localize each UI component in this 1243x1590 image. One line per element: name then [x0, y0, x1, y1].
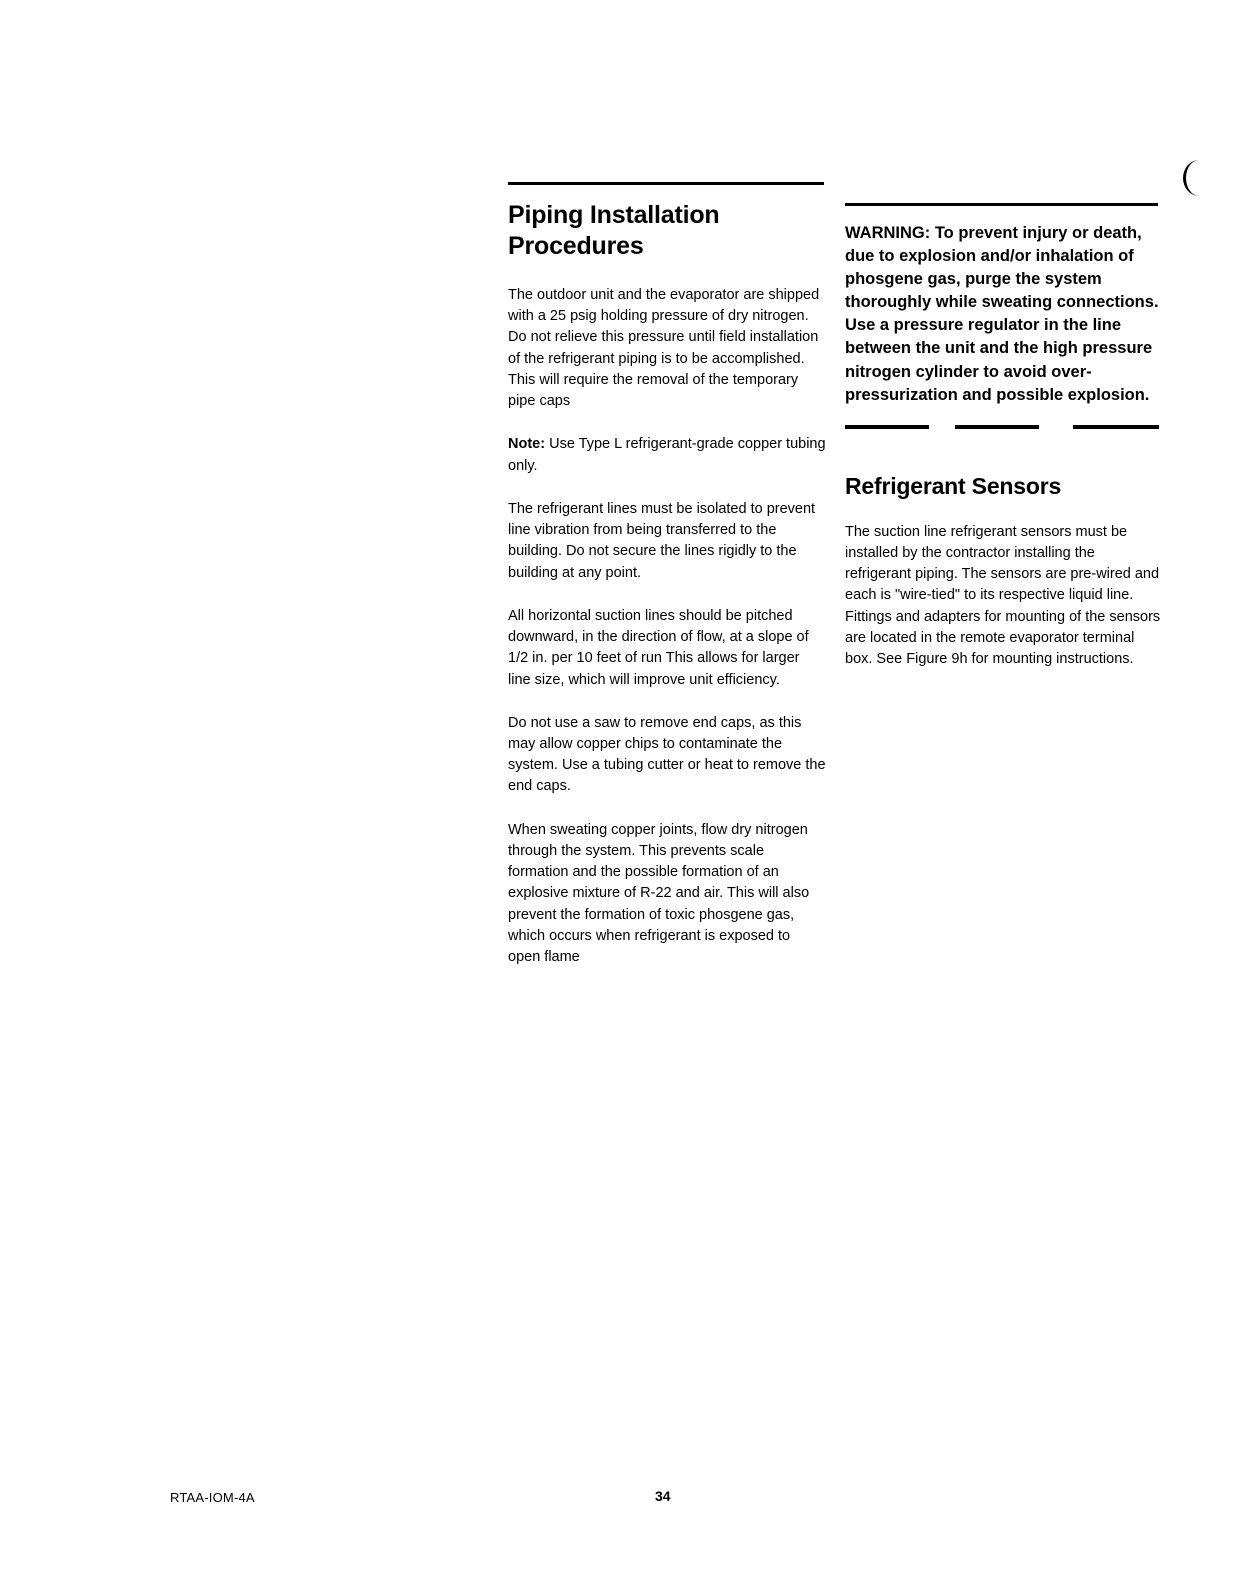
note-paragraph [508, 434, 826, 476]
warning-notice: WARNING: To prevent injury or death, due to explosion and/or inhalation of phosgene gas, purge the system thoroughly while sweating connections. Use a pressure regulator in the line between the unit and the high pressure nitrogen cylinder to avoid over-pressurization and possible explosion. [845, 224, 1159, 404]
paragraph-intro: The outdoor unit and the evaporator are shipped with a 25 psig holding pressure of dry nitrogen. Do not relieve this pressure until field installation of the refrigerant piping is to be accomplished. This will require the removal of the temporary pipe caps [508, 287, 820, 410]
left-column [508, 200, 826, 968]
warning-separator [845, 425, 1161, 443]
paragraph-sweating-joints: When sweating copper joints, flow dry nitrogen through the system. This prevents scale formation and the possible formation of an explosive mixture of R-22 and air. This will also prevent the formation of toxic phosgene gas, which occurs when refrigerant is exposed to open flame [508, 821, 810, 966]
note-label: Note: [508, 436, 546, 453]
right-column [845, 222, 1161, 670]
page-corner-mark-icon [1183, 160, 1208, 196]
paragraph-suction-line-pitch: All horizontal suction lines should be pitched downward, in the direction of flow, at a slope of 1/2 in. per 10 feet of run This allows for larger line size, which will improve unit efficiency. [508, 607, 809, 688]
paragraph-line-isolation: The refrigerant lines must be isolated to prevent line vibration from being transferred to the building. Do not secure the lines rigidly to the building at any point. [508, 500, 816, 581]
page-title: Piping Installation Procedures [508, 201, 720, 260]
footer-page-number: 34 [655, 1488, 671, 1504]
paragraph-end-caps: Do not use a saw to remove end caps, as this may allow copper chips to contaminate the system. Use a tubing cutter or heat to remove the end caps. [508, 714, 826, 795]
right-column-top-rule [845, 203, 1158, 206]
section-title-refrigerant-sensors: Refrigerant Sensors [845, 472, 1062, 499]
paragraph-refrigerant-sensors: The suction line refrigerant sensors must be installed by the contractor installing the refrigerant piping. The sensors are pre-wired and each is "wire-tied" to its respective liquid line. Fittings and adapters for mounting of the sensors are located in the remote evaporator terminal box. See Figure 9h for mounting instructions. [845, 523, 1161, 668]
note-text: Use Type L refrigerant-grade copper tubing only. [508, 436, 826, 474]
left-column-top-rule [508, 182, 824, 185]
footer-document-code: RTAA-IOM-4A [170, 1490, 255, 1505]
